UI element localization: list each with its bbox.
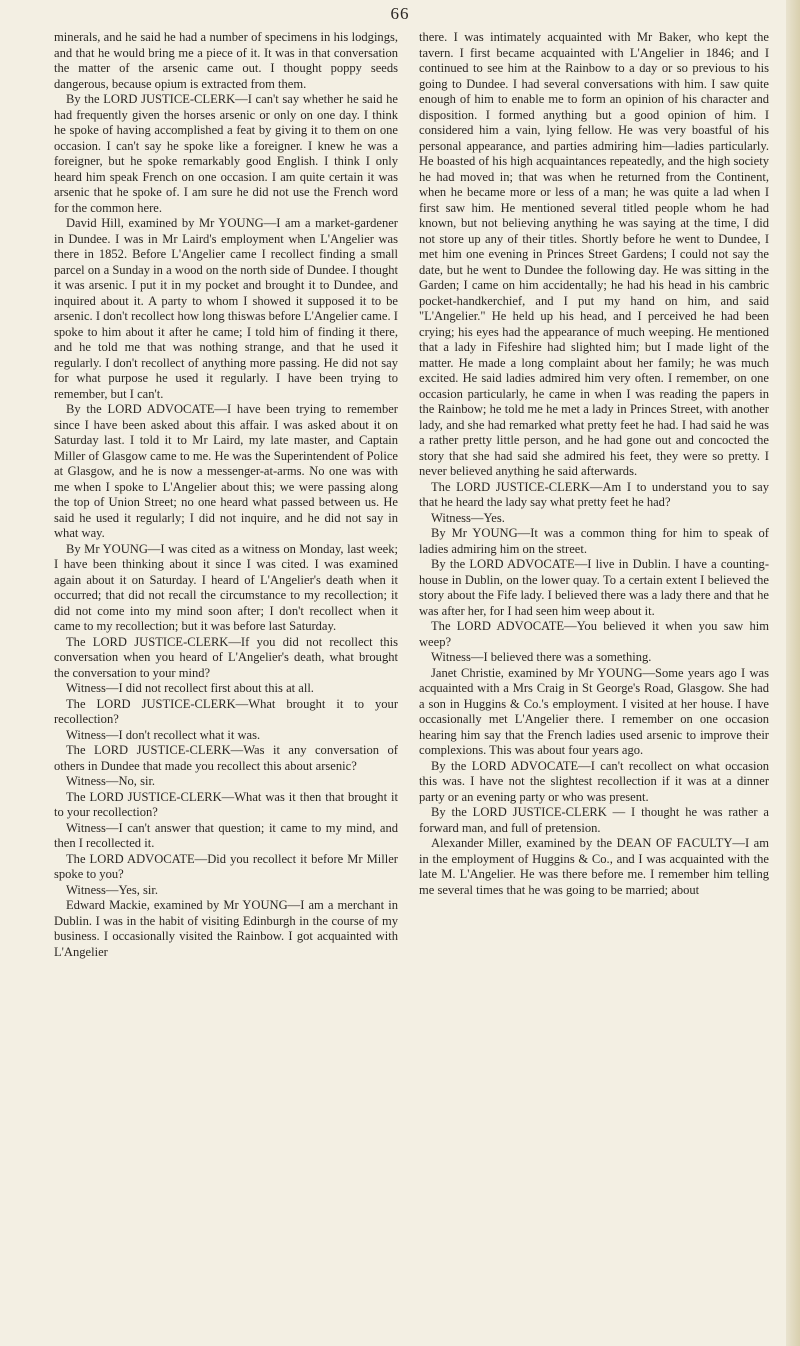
paragraph: Witness—I can't answer that question; it came to my mind, and then I recollected it. [54, 820, 398, 850]
paragraph: there. I was intimately acquainted with Mr Baker, who kept the tavern. I first became acquainted with L'Angelier in 1846; and I continued to see him at the Rainbow to a day or so previous to his going to Dundee. I had several conversations with him. I saw quite enough of him to enable me to form an opinion of his character and disposition. I formed anything but a good opinion of him. I considered him a vain, lying fellow. He was very boastful of his personal appearance, and parties admiring him—ladies particularly. He boasted of his high acquaintances repeatedly, and the high society he had moved in; that was when he returned from the Continent, when he became more or less of a man; he was quite a lad when I first saw him. He mentioned several titled people whom he had known, but not believing anything he was saying at the time, I did not store up any of their titles. Shortly before he went to Dundee, I met him one evening in Princes Street Gardens; I could not say the date, but he went to Dundee the following day. He was sitting in the Garden; I came on him accidentally; he had his head in his cambric pocket-handkerchief, and I put my hand on him, and said "L'Angelier." He held up his head, and I perceived he had been crying; his eyes had the appearance of much weeping. He mentioned that a lady in Fifeshire had slighted him; but I made light of the matter. He made a long complaint about her family; he was much excited. He said ladies admired him very often. I remember, on one occasion particularly, he came in when I was reading the papers in the Rainbow; he told me he met a lady in Princes Street, with another lady, and she had remarked what pretty feet he had. I had said he was a rather pretty little person, and he had gone out and concocted the story that she had said she admired his feet, they were so pretty. I never believed anything he said afterwards. [419, 30, 769, 478]
paragraph: By Mr YOUNG—I was cited as a witness on Monday, last week; I have been thinking about it since I was cited. I was examined again about it on Saturday. I heard of L'Angelier's death when it occurred; that did not recall the circumstance to my recollection; it did not come into my mind soon after; I don't recollect when it came to my recollection; but it was before last Saturday. [54, 541, 398, 633]
paragraph: Witness—Yes, sir. [66, 882, 158, 897]
paragraph: The LORD ADVOCATE—Did you recollect it before Mr Miller spoke to you? [54, 851, 398, 881]
paragraph: Janet Christie, examined by Mr YOUNG—Some years ago I was acquainted with a Mrs Craig in St George's Road, Glasgow. She had a son in Huggins & Co.'s employment. I visited at her house. I have occasionally met L'Angelier there. I remember on one occasion hearing him say that the French ladies used arsenic to improve their complexions. This was about four years ago. [419, 665, 769, 757]
page-edge-shadow [786, 0, 800, 1346]
paragraph: Witness—I did not recollect first about this at all. [66, 681, 314, 695]
paragraph: By the LORD ADVOCATE—I can't recollect on what occasion this was. I have not the slightest recollection if it was at a dinner party or an evening party or who was present. [419, 758, 769, 804]
paragraph: Alexander Miller, examined by the DEAN OF FACULTY—I am in the employment of Huggins & Co., and I was acquainted with the late M. L'Angelier. He was there before me. I remember him telling me several times that he was going to be married; about [419, 836, 769, 897]
page-number: 66 [390, 4, 410, 23]
paragraph: The LORD JUSTICE-CLERK—If you did not recollect this conversation when you heard of L'Angelier's death, what brought the conversation to your mind? [54, 634, 398, 680]
right-column [419, 30, 769, 898]
paragraph: The LORD JUSTICE-CLERK—Am I to understand you to say that he heard the lady say what pretty feet he had? [419, 479, 769, 509]
paragraph: By Mr YOUNG—It was a common thing for him to speak of ladies admiring him on the street. [419, 526, 769, 556]
paragraph: Witness—I don't recollect what it was. [66, 727, 261, 742]
paragraph: minerals, and he said he had a number of specimens in his lodgings, and that he would bring me a piece of it. It was in that conversation the matter of the arsenic came out. I thought poppy seeds dangerous, because opium is extracted from them. [54, 30, 398, 91]
paragraph: Witness—No, sir. [66, 774, 156, 788]
paragraph: By the LORD ADVOCATE—I have been trying to remember since I have been asked about this affair. I was asked about it on Saturday last. I told it to Mr Laird, my late master, and Captain Miller of Glasgow came to me. He was the Superintendent of Police at Glasgow, and he is now a messenger-at-arms. No one was with me when I spoke to L'Angelier about this; we were passing along the top of Union Street; no one heard what passed between us. He said he used it regularly; I did not inquire, and he did not say in what way. [54, 402, 398, 540]
paragraph: Witness—I believed there was a something. [431, 650, 652, 664]
paragraph: Witness—Yes. [431, 510, 505, 525]
left-column [54, 30, 398, 960]
paragraph: The LORD JUSTICE-CLERK—What brought it to your recollection? [54, 696, 398, 726]
paragraph: By the LORD ADVOCATE—I live in Dublin. I have a counting-house in Dublin, on the lower quay. To a certain extent I believed the story about the Fife lady. I believed there was a lady there and that he was after her, for I had seen him weep about it. [419, 557, 769, 618]
paragraph: By the LORD JUSTICE-CLERK — I thought he was rather a forward man, and full of pretension. [419, 805, 769, 835]
paragraph: The LORD ADVOCATE—You believed it when you saw him weep? [419, 619, 769, 649]
paragraph: By the LORD JUSTICE-CLERK—I can't say whether he said he had frequently given the horses arsenic or only on one day. I think he spoke of having accomplished a feat by giving it to them on one occasion. I can't say he spoke like a foreigner. I knew he was a foreigner, but he spoke remarkably good English. I think I only heard him speak French on one occasion. I am quite certain it was arsenic that he spoke of. I am sure he did not use the French word for the common here. [54, 92, 398, 215]
paragraph: Edward Mackie, examined by Mr YOUNG—I am a merchant in Dublin. I was in the habit of visiting Edinburgh in the course of my business. I occasionally visited the Rainbow. I got acquainted with L'Angelier [54, 898, 398, 959]
paragraph: David Hill, examined by Mr YOUNG—I am a market-gardener in Dundee. I was in Mr Laird's employment when L'Angelier was there in 1852. Before L'Angelier came I recollect finding a small parcel on a Sunday in a wood on the north side of Dundee. I thought it was arsenic. I put it in my pocket and brought it to Dundee, and inquired about it. A party to whom I showed it supposed it to be arsenic. I don't recollect how long thiswas before L'Angelier came. I spoke to him about it after he came; I told him of finding it there, and he told me that was nothing strange, and that he used it regularly. I don't recollect of anything more passing. He did not say for what purpose he used it regularly. I have been trying to remember, but I can't. [54, 216, 398, 401]
paragraph: The LORD JUSTICE-CLERK—Was it any conversation of others in Dundee that made you recollect this about arsenic? [54, 743, 398, 773]
paragraph: The LORD JUSTICE-CLERK—What was it then that brought it to your recollection? [54, 789, 398, 819]
